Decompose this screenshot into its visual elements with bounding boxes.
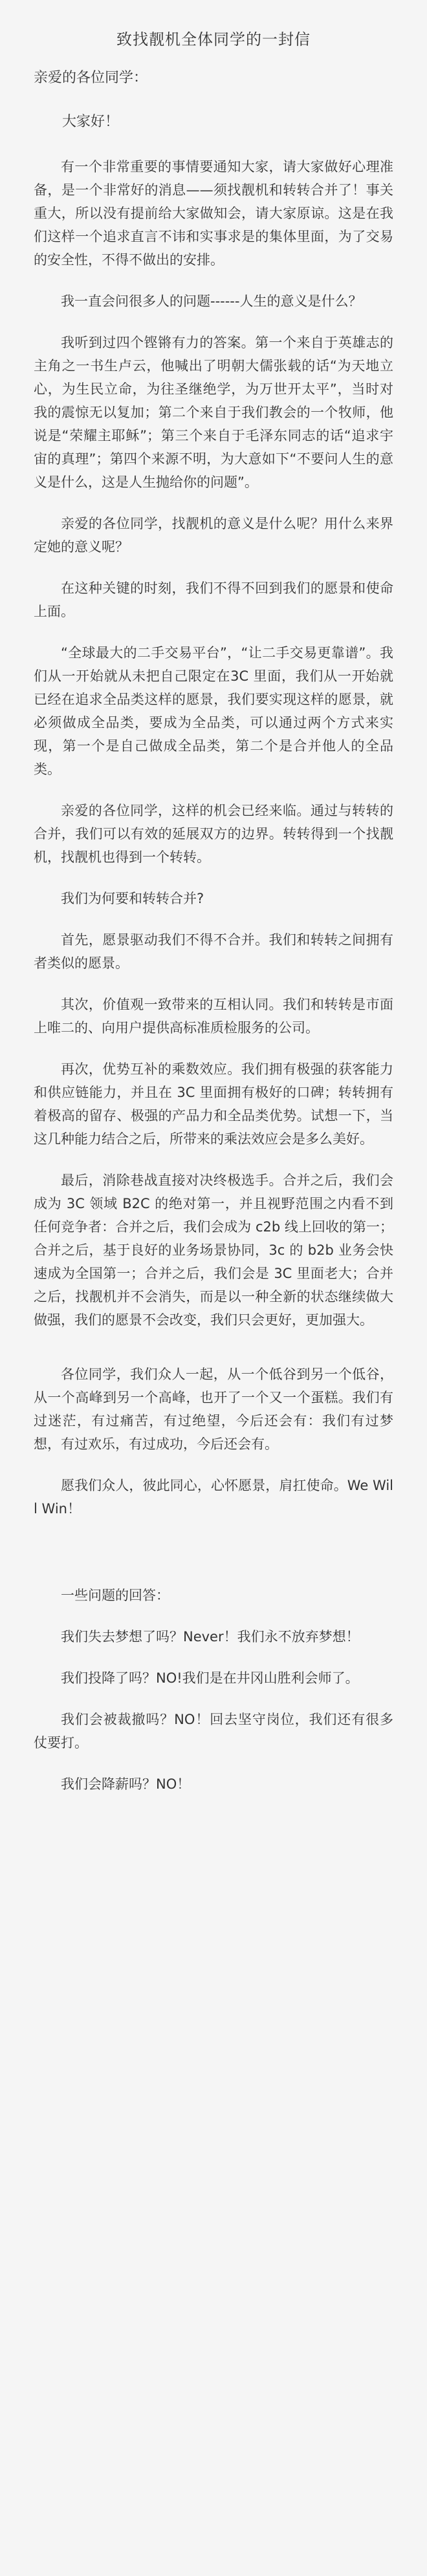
closing-paragraph: 愿我们众人，彼此同心，心怀愿景，肩扛使命。We Will Win！ — [34, 1478, 393, 1517]
letter-greeting: 亲爱的各位同学： — [34, 70, 148, 86]
paragraph: 在这种关键的时刻，我们不得不回到我们的愿景和使命上面。 — [34, 580, 393, 619]
answer-paragraph: 我们会降薪吗？NO！ — [61, 1776, 191, 1792]
closing-paragraph: 各位同学，我们众人一起，从一个低谷到另一个低谷，从一个高峰到另一个高峰，也开了一个又一个蛋糕。我们有过迷茫，有过痛苦，有过绝望，今后还会有：我们有过梦想，有过欢乐，有过成功，今后还会有。 — [34, 1367, 393, 1452]
reason-paragraph: 其次，价值观一致带来的互相认同。我们和转转是市面上唯二的、向用户提供高标准质检服务的公司。 — [34, 997, 393, 1036]
letter-hello: 大家好！ — [62, 114, 120, 130]
paragraph: 亲爱的各位同学，这样的机会已经来临。通过与转转的合并，我们可以有效的延展双方的边界。转转得到一个找靓机，找靓机也得到一个转转。 — [34, 803, 393, 865]
reason-paragraph: 最后，消除巷战直接对决终极选手。合并之后，我们会成为 3C 领域 B2C 的绝对第一，并且视野范围之内看不到任何竞争者：合并之后，我们会成为 c2b 线上回收的第一；合并之后，基于良好的业务场景协同，3c 的 b2b 业务会快速成为全国第一；合并之后，我们会是 3C 里面老大；合并之后，找靓机并不会消失，而是以一种全新的状态继续做大做强，我们的愿景不会改变，我们只会更好，更加强大。 — [34, 1173, 393, 1328]
why-merge-heading: 我们为何要和转转合并? — [61, 891, 204, 906]
reason-paragraph: 首先，愿景驱动我们不得不合并。我们和转转之间拥有者类似的愿景。 — [34, 932, 393, 971]
section-spacer — [34, 1350, 393, 1363]
answer-paragraph: 我们投降了吗？NO!我们是在井冈山胜利会师了。 — [61, 1670, 359, 1686]
paragraph: 我一直会问很多人的问题------人生的意义是什么？ — [61, 293, 362, 309]
letter-title: 致找靓机全体同学的一封信 — [116, 30, 311, 48]
qa-heading: 一些问题的回答： — [61, 1588, 170, 1603]
answer-paragraph: 我们失去梦想了吗？Never！我们永不放弃梦想！ — [61, 1629, 360, 1645]
reason-paragraph: 再次，优势互补的乘数效应。我们拥有极强的获客能力和供应链能力，并且在 3C 里面拥有极好的口碑；转转拥有着极高的留存、极强的产品力和全品类优势。试想一下，当这几种能力结合之后，所带来的乘法效应会是多么美好。 — [34, 1061, 393, 1147]
paragraph: 亲爱的各位同学，找靓机的意义是什么呢？用什么来界定她的意义呢？ — [34, 516, 393, 555]
paragraph: “全球最大的二手交易平台”，“让二手交易更靠谱”。我们从一开始就从未把自己限定在3C 里面，我们从一开始就已经在追求全品类这样的愿景，我们要实现这样的愿景，就必须做成全品类，要成为全品类，可以通过两个方式来实现，第一个是自己做成全品类，第二个是合并他人的全品类。 — [34, 645, 393, 777]
paragraph: 我听到过四个铿锵有力的答案。第一个来自于英雄志的主角之一书生卢云，他喊出了明朝大儒张载的话“为天地立心，为生民立命，为往圣继绝学，为万世开太平”，当时对我的震惊无以复加；第二个来自于我们教会的一个牧师，他说是“荣耀主耶稣”；第三个来自于毛泽东同志的话“追求宇宙的真理”；第四个来源不明，为大意如下“不要问人生的意义是什么，这是人生抛给你的问题”。 — [34, 335, 393, 490]
paragraph: 有一个非常重要的事情要通知大家，请大家做好心理准备，是一个非常好的消息——须找靓机和转转合并了！事关重大，所以没有提前给大家做知会，请大家原谅。这是在我们这样一个追求直言不讳和实事求是的集体里面，为了交易的安全性，不得不做出的安排。 — [34, 159, 393, 268]
answer-paragraph: 我们会被裁撤吗？NO！回去坚守岗位，我们还有很多仗要打。 — [34, 1712, 393, 1751]
section-spacer — [34, 1538, 393, 1584]
